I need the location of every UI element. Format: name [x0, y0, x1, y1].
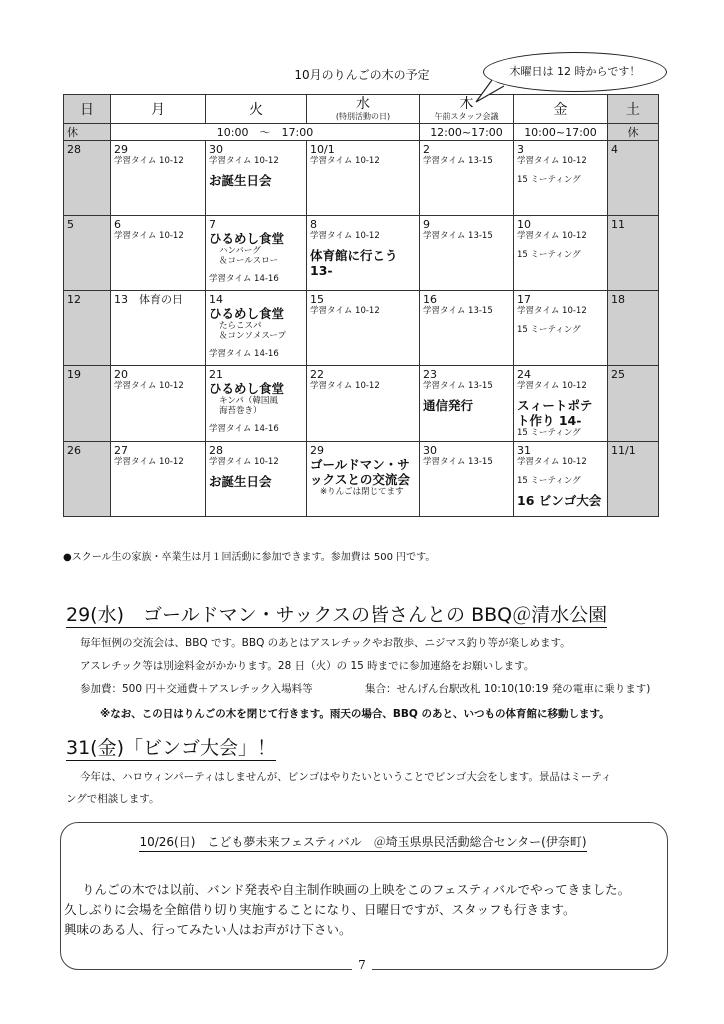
event-highlight: お誕生日会 [209, 173, 272, 188]
hours-sat: 休 [608, 124, 659, 141]
day-number: 7 [209, 218, 216, 231]
event-note: ※りんごは閉じてます [320, 487, 404, 497]
event-item: 学習タイム 10-12 [310, 156, 380, 166]
day-cell-tue [206, 141, 307, 216]
day-number: 3 [517, 143, 524, 156]
day-number: 30 [209, 143, 223, 156]
speech-bubble [483, 52, 667, 92]
header-fri: 金 [514, 95, 608, 124]
bubble-tail-icon [470, 78, 510, 108]
bbq-paragraph-1: 毎年恒例の交流会は、BBQ です。BBQ のあとはアスレチックやお散歩、ニジマス釣り等が楽しめます。 [80, 637, 571, 649]
calendar-table [63, 94, 659, 517]
day-number: 10/1 [310, 143, 335, 156]
calendar-title: 10月のりんごの木の予定 [294, 68, 430, 82]
day-number: 28 [209, 444, 223, 457]
day-number: 21 [209, 368, 223, 381]
event-highlight: 16 ビンゴ大会 [517, 493, 602, 508]
day-number: 14 [209, 293, 223, 306]
hours-mon-wed: 10:00 ～ 17:00 [111, 124, 420, 141]
week-row [64, 366, 659, 442]
day-cell-mon [111, 291, 206, 366]
day-cell-thu [420, 291, 514, 366]
day-cell-sat: 11 [608, 216, 659, 291]
bbq-fee: 参加費：500 円＋交通費＋アスレチック入場料等 [80, 683, 313, 695]
event-item: 学習タイム 10-12 [209, 457, 279, 467]
day-cell-sun: 12 [64, 291, 111, 366]
hours-fri: 10:00~17:00 [514, 124, 608, 141]
day-number: 6 [114, 218, 121, 231]
event-highlight: 体育館に行こう 13- [310, 248, 398, 278]
day-cell-thu [420, 442, 514, 517]
day-cell-fri [514, 291, 608, 366]
festival-line-2: 久しぶりに会場を全館借り切り実施することになり、日曜日ですが、スタッフも行きます。 [64, 902, 576, 917]
day-number: 24 [517, 368, 531, 381]
day-cell-fri [514, 442, 608, 517]
day-number: 29 [310, 444, 324, 457]
event-note: ＆コールスロー [219, 256, 279, 266]
day-cell-sun: 26 [64, 442, 111, 517]
day-cell-mon [111, 216, 206, 291]
day-cell-sat: 11/1 [608, 442, 659, 517]
day-cell-sat: 4 [608, 141, 659, 216]
header-wed: 水 (特別活動の日) [307, 95, 420, 124]
event-note: キンパ（韓国風 [219, 396, 278, 406]
page-number: 7 [352, 958, 372, 972]
day-cell-fri [514, 141, 608, 216]
day-number: 22 [310, 368, 324, 381]
event-item: 15 ミーティング [517, 175, 581, 185]
event-item: 学習タイム 10-12 [114, 231, 184, 241]
day-cell-mon [111, 141, 206, 216]
event-highlight: お誕生日会 [209, 474, 272, 489]
event-item: 学習タイム 10-12 [209, 156, 279, 166]
event-item: 15 ミーティング [517, 428, 581, 438]
day-number: 9 [423, 218, 430, 231]
day-number: 30 [423, 444, 437, 457]
festival-text [64, 880, 664, 940]
event-item: 学習タイム 10-12 [517, 457, 587, 467]
event-item: 学習タイム 10-12 [310, 306, 380, 316]
event-item: 学習タイム 10-12 [517, 381, 587, 391]
day-number: 10 [517, 218, 531, 231]
event-item: 学習タイム 13-15 [423, 306, 493, 316]
event-note: 海苔巻き） [219, 406, 262, 416]
week-row [64, 442, 659, 517]
event-item: 学習タイム 10-12 [114, 381, 184, 391]
bubble-text: 木曜日は 12 時からです！ [509, 65, 641, 78]
bingo-title: 31(金)「ビンゴ大会」！ [66, 737, 277, 759]
day-cell-wed [307, 366, 420, 442]
day-number: 29 [114, 143, 128, 156]
day-cell-mon [111, 442, 206, 517]
event-item: 学習タイム 10-12 [310, 231, 380, 241]
day-number: 23 [423, 368, 437, 381]
bingo-section [66, 733, 276, 760]
day-number: 27 [114, 444, 128, 457]
festival-line-3: 興味のある人、行ってみたい人はお声がけ下さい。 [64, 922, 352, 937]
event-item: 学習タイム 14-16 [209, 349, 279, 359]
day-cell-wed [307, 141, 420, 216]
day-number: 16 [423, 293, 437, 306]
day-cell-wed [307, 216, 420, 291]
event-item: 学習タイム 10-12 [517, 156, 587, 166]
day-number: 17 [517, 293, 531, 306]
header-sun: 日 [64, 95, 111, 124]
event-item: 学習タイム 10-12 [114, 156, 184, 166]
calendar-header-row [64, 95, 659, 124]
festival-line-1: りんごの木では以前、バンド発表や自主制作映画の上映をこのフェスティバルでやってきました。 [82, 882, 631, 897]
event-item: 学習タイム 10-12 [114, 457, 184, 467]
page-number-wrap [0, 958, 724, 972]
event-item: 学習タイム 10-12 [517, 306, 587, 316]
week-row [64, 141, 659, 216]
hours-sun: 休 [64, 124, 111, 141]
day-cell-tue [206, 291, 307, 366]
event-highlight: 通信発行 [423, 398, 474, 413]
day-cell-wed [307, 291, 420, 366]
day-cell-sun: 19 [64, 366, 111, 442]
day-cell-wed [307, 442, 420, 517]
day-cell-fri [514, 216, 608, 291]
day-cell-fri [514, 366, 608, 442]
day-number: 20 [114, 368, 128, 381]
event-item: 学習タイム 13-15 [423, 231, 493, 241]
header-mon: 月 [111, 95, 206, 124]
day-number: 8 [310, 218, 317, 231]
event-note: ＆コンソメスープ [219, 331, 286, 341]
festival-title-wrap [60, 833, 666, 850]
day-cell-thu [420, 141, 514, 216]
bbq-paragraph-2: アスレチック等は別途料金がかかります。28 日（火）の 15 時までに参加連絡をお願いします。 [80, 660, 535, 672]
header-tue: 火 [206, 95, 307, 124]
event-highlight: スィートポテト作り 14- [517, 398, 593, 428]
hours-row [64, 124, 659, 141]
event-item: 15 ミーティング [517, 476, 581, 486]
day-cell-sun: 28 [64, 141, 111, 216]
event-highlight: ひるめし食堂 [209, 381, 285, 396]
week-row [64, 291, 659, 366]
bbq-title: 29(水) ゴールドマン・サックスの皆さんとの BBQ＠清水公園 [66, 604, 608, 626]
day-cell-sun: 5 [64, 216, 111, 291]
day-cell-thu [420, 366, 514, 442]
event-item: 15 ミーティング [517, 325, 581, 335]
day-cell-tue [206, 216, 307, 291]
day-number: 31 [517, 444, 531, 457]
day-number: 13 体育の日 [114, 293, 183, 306]
bbq-note: ※なお、この日はりんごの木を閉じて行きます。雨天の場合、BBQ のあと、いつもの体育館に移動します。 [100, 708, 610, 720]
event-highlight: ひるめし食堂 [209, 231, 285, 246]
event-highlight: ゴールドマン・サックスとの交流会 [310, 457, 410, 487]
calendar-footnote: ●スクール生の家族・卒業生は月１回活動に参加できます。参加費は 500 円です。 [63, 552, 436, 563]
event-item: 学習タイム 13-15 [423, 156, 493, 166]
bingo-line-1: 今年は、ハロウィンパーティはしませんが、ビンゴはやりたいということでビンゴ大会をします。景品はミーティ [80, 771, 612, 783]
day-cell-thu [420, 216, 514, 291]
day-cell-sat: 18 [608, 291, 659, 366]
day-number: 2 [423, 143, 430, 156]
day-cell-tue [206, 366, 307, 442]
festival-title: 10/26(日) こども夢未来フェスティバル ＠埼玉県県民活動総合センター(伊奈町) [139, 835, 586, 852]
hours-thu: 12:00~17:00 [420, 124, 514, 141]
bbq-section [66, 600, 607, 627]
event-highlight: ひるめし食堂 [209, 306, 285, 321]
event-item: 学習タイム 10-12 [310, 381, 380, 391]
bingo-line-2: ングで相談します。 [66, 793, 160, 805]
day-cell-tue [206, 442, 307, 517]
event-note: ハンバーグ [219, 246, 261, 256]
event-item: 学習タイム 13-15 [423, 457, 493, 467]
event-item: 学習タイム 13-15 [423, 381, 493, 391]
week-row [64, 216, 659, 291]
event-item: 学習タイム 14-16 [209, 274, 279, 284]
header-sat: 土 [608, 95, 659, 124]
header-thu: 木 午前スタッフ会議 [420, 95, 514, 124]
event-item: 学習タイム 14-16 [209, 424, 279, 434]
day-cell-sat: 25 [608, 366, 659, 442]
calendar-body [64, 141, 659, 517]
day-number: 15 [310, 293, 324, 306]
bbq-meeting: 集合：せんげん台駅改札 10:10(10:19 発の電車に乗ります) [365, 683, 651, 695]
event-item: 学習タイム 10-12 [517, 231, 587, 241]
day-cell-mon [111, 366, 206, 442]
event-item: 15 ミーティング [517, 250, 581, 260]
event-note: たらこスパ [219, 321, 262, 331]
